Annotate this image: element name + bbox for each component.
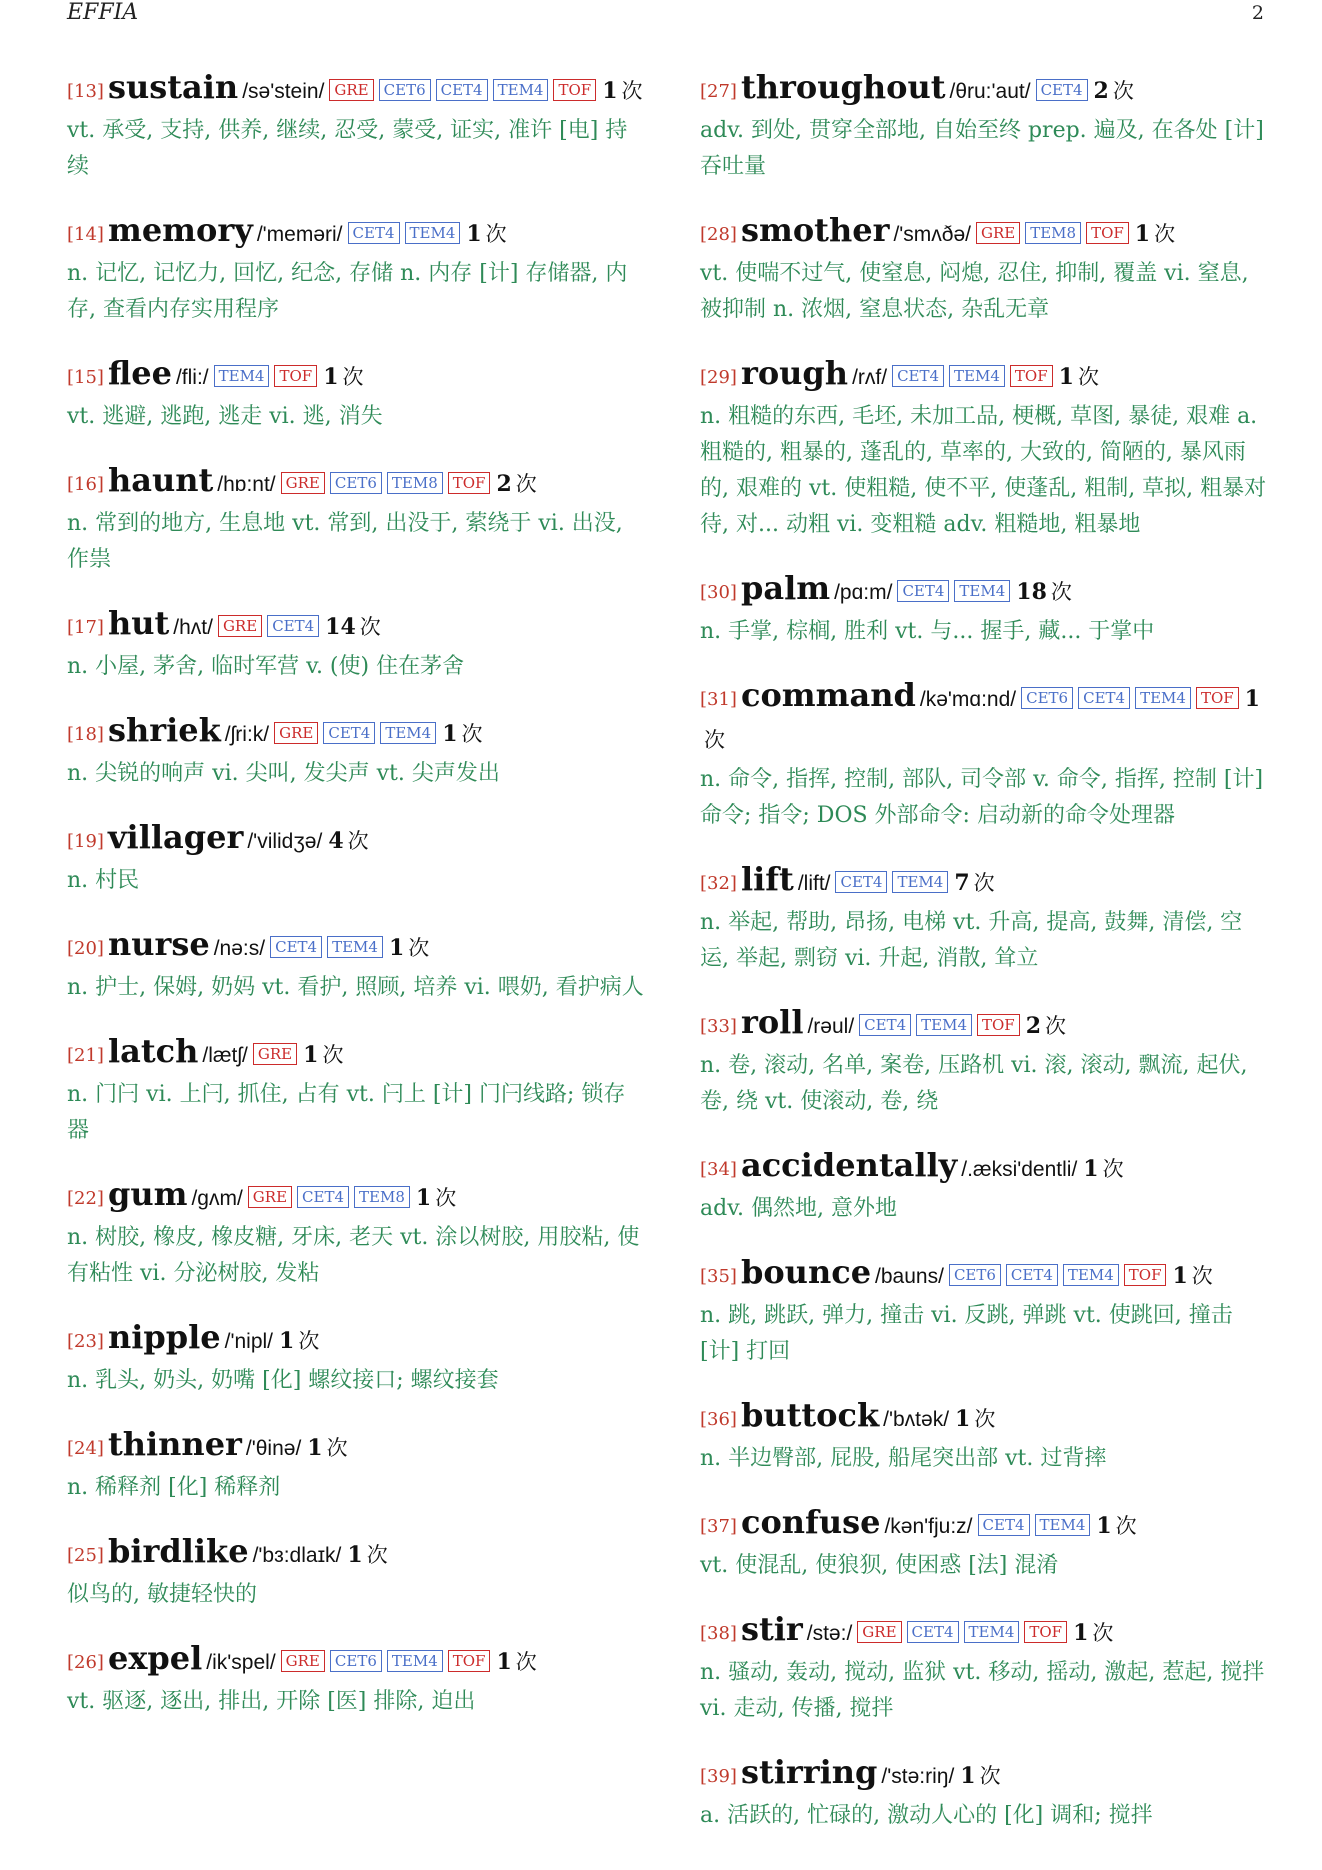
occurrence-unit: 次 — [1191, 1264, 1213, 1288]
exam-tag-badge: CET4 — [267, 615, 319, 637]
occurrence-unit: 次 — [347, 829, 369, 853]
entry-number: [18] — [67, 724, 104, 745]
entry-head — [67, 1425, 645, 1470]
exam-tag-badge: TEM4 — [493, 79, 549, 101]
entry-number: [38] — [700, 1623, 737, 1644]
entry-phonetic: /ik'spel/ — [206, 1651, 276, 1674]
entry-phonetic: /fli:/ — [175, 366, 209, 389]
vocab-entry — [67, 68, 645, 185]
occurrence-count: 1 — [279, 1328, 295, 1354]
occurrence-unit: 次 — [973, 871, 995, 895]
occurrence-unit: 次 — [621, 79, 643, 103]
entry-definition: n. 树胶, 橡皮, 橡皮糖, 牙床, 老天 vt. 涂以树胶, 用胶粘, 使有粘性 vi. 分泌树胶, 发粘 — [67, 1225, 640, 1286]
entry-definition: n. 粗糙的东西, 毛坯, 未加工品, 梗概, 草图, 暴徒, 艰难 a. 粗糙的, 粗暴的, 蓬乱的, 草率的, 大致的, 简陋的, 暴风雨的, 艰难的 vt. 使粗糙, 使不平, 使蓬乱, 粗制, 草拟, 粗暴对待, 对... 动粗 vi. 变粗糙 adv. 粗糙地, 粗暴地 — [700, 404, 1267, 537]
entry-number: [32] — [700, 873, 737, 894]
entry-definition: n. 稀释剂 [化] 稀释剂 — [67, 1475, 281, 1500]
occurrence-count: 1 — [1058, 364, 1074, 390]
entry-head — [700, 1146, 1270, 1191]
entry-phonetic: /.æksi'dentli/ — [961, 1158, 1078, 1181]
exam-tag-badge: TEM4 — [387, 1650, 443, 1672]
vocab-entry — [67, 1425, 645, 1506]
exam-tag-badge: GRE — [281, 1650, 325, 1672]
exam-tag-badge: CET4 — [859, 1014, 911, 1036]
exam-tag-badge: TEM8 — [387, 472, 443, 494]
exam-tag-badge: GRE — [218, 615, 262, 637]
entry-definition: a. 活跃的, 忙碌的, 激动人心的 [化] 调和; 搅拌 — [700, 1803, 1153, 1828]
vocab-entry — [700, 1610, 1270, 1727]
entry-number: [26] — [67, 1652, 104, 1673]
entry-definition: n. 村民 — [67, 868, 140, 893]
exam-tag-badge: CET4 — [978, 1514, 1030, 1536]
vocab-entry — [700, 1503, 1270, 1584]
entry-head — [67, 1032, 645, 1077]
entry-number: [35] — [700, 1266, 737, 1287]
entry-phonetic: /lætʃ/ — [202, 1044, 248, 1067]
vocab-entry — [67, 461, 645, 578]
occurrence-count: 4 — [328, 828, 344, 854]
entry-head — [67, 461, 645, 506]
exam-tag-badge: TOF — [553, 79, 596, 101]
entry-head — [67, 1639, 645, 1684]
entry-word: stir — [740, 1610, 803, 1648]
entry-word: nipple — [107, 1318, 221, 1356]
occurrence-unit: 次 — [485, 222, 507, 246]
entry-phonetic: /θru:'aut/ — [949, 80, 1031, 103]
entry-number: [31] — [700, 689, 737, 710]
occurrence-count: 1 — [347, 1542, 363, 1568]
exam-tag-badge: GRE — [281, 472, 325, 494]
entry-phonetic: /lift/ — [797, 872, 831, 895]
entry-head — [67, 354, 645, 399]
exam-tag-badge: CET4 — [1036, 79, 1088, 101]
occurrence-count: 7 — [954, 870, 970, 896]
exam-tag-badge: TOF — [448, 1650, 491, 1672]
entry-number: [16] — [67, 474, 104, 495]
occurrence-unit: 次 — [461, 722, 483, 746]
entry-definition: n. 乳头, 奶头, 奶嘴 [化] 螺纹接口; 螺纹接套 — [67, 1368, 499, 1393]
occurrence-unit: 次 — [515, 472, 537, 496]
entry-number: [14] — [67, 224, 104, 245]
exam-tag-badge: GRE — [329, 79, 373, 101]
exam-tag-badge: CET6 — [1021, 687, 1073, 709]
entry-definition: n. 常到的地方, 生息地 vt. 常到, 出没于, 萦绕于 vi. 出没, 作祟 — [67, 511, 623, 572]
entry-number: [21] — [67, 1045, 104, 1066]
occurrence-count: 1 — [307, 1435, 323, 1461]
exam-tag-badge: CET4 — [835, 871, 887, 893]
entry-number: [33] — [700, 1016, 737, 1037]
exam-tag-badge: TOF — [1124, 1264, 1167, 1286]
vocab-entry — [700, 1396, 1270, 1477]
occurrence-count: 1 — [1083, 1156, 1099, 1182]
entry-word: throughout — [740, 68, 946, 106]
occurrence-unit: 次 — [1112, 79, 1134, 103]
vocab-entry — [67, 1175, 645, 1292]
vocab-entry — [700, 68, 1270, 185]
exam-tag-badge: TEM4 — [1063, 1264, 1119, 1286]
exam-tag-badge: TOF — [1010, 365, 1053, 387]
entry-phonetic: /rəul/ — [807, 1015, 855, 1038]
occurrence-count: 2 — [496, 471, 512, 497]
occurrence-count: 1 — [1096, 1513, 1112, 1539]
entry-number: [17] — [67, 617, 104, 638]
vocab-entry — [67, 211, 645, 328]
vocab-entry — [700, 211, 1270, 328]
exam-tag-badge: TEM4 — [949, 365, 1005, 387]
exam-tag-badge: TEM8 — [1025, 222, 1081, 244]
exam-tag-badge: TEM4 — [964, 1621, 1020, 1643]
entry-phonetic: /'nipl/ — [224, 1330, 274, 1353]
entry-phonetic: /stə:/ — [806, 1622, 853, 1645]
occurrence-count: 1 — [415, 1185, 432, 1211]
exam-tag-badge: CET4 — [897, 580, 949, 602]
vocab-entry — [67, 1532, 645, 1613]
exam-tag-badge: CET4 — [1006, 1264, 1058, 1286]
entry-word: bounce — [740, 1253, 872, 1291]
entry-word: memory — [107, 211, 253, 249]
exam-tag-badge: TOF — [1196, 687, 1239, 709]
entry-number: [19] — [67, 831, 104, 852]
occurrence-count: 1 — [960, 1763, 976, 1789]
vocab-entry — [67, 711, 645, 792]
occurrence-unit: 次 — [322, 1043, 344, 1067]
vocab-entry — [700, 1003, 1270, 1120]
vocab-entry — [700, 354, 1270, 543]
entry-number: [37] — [700, 1516, 737, 1537]
entry-phonetic: /'θinə/ — [245, 1437, 302, 1460]
entry-number: [20] — [67, 938, 104, 959]
entry-word: stirring — [740, 1753, 878, 1791]
entry-definition: n. 记忆, 记忆力, 回忆, 纪念, 存储 n. 内存 [计] 存储器, 内存, 查看内存实用程序 — [67, 261, 628, 322]
vocab-entry — [700, 1753, 1270, 1834]
exam-tag-badge: CET4 — [907, 1621, 959, 1643]
occurrence-unit: 次 — [326, 1436, 348, 1460]
entry-word: rough — [740, 354, 849, 392]
vocab-entry — [67, 1318, 645, 1399]
entry-word: thinner — [107, 1425, 242, 1463]
entry-head — [67, 1175, 645, 1220]
exam-tag-badge: TOF — [1024, 1621, 1067, 1643]
entry-head — [67, 818, 645, 863]
entry-word: roll — [740, 1003, 804, 1041]
exam-tag-badge: CET4 — [892, 365, 944, 387]
right-column — [700, 68, 1270, 1834]
exam-tag-badge: CET4 — [323, 722, 375, 744]
vocab-entry — [67, 818, 645, 899]
occurrence-unit: 次 — [359, 615, 381, 639]
entry-number: [36] — [700, 1409, 737, 1430]
entry-phonetic: /'bɜ:dlaɪk/ — [252, 1544, 342, 1567]
occurrence-count: 1 — [496, 1649, 512, 1675]
entry-number: [34] — [700, 1159, 737, 1180]
entry-phonetic: /nə:s/ — [213, 937, 266, 960]
exam-tag-badge: TEM4 — [892, 871, 948, 893]
exam-tag-badge: CET6 — [949, 1264, 1001, 1286]
occurrence-unit: 次 — [408, 936, 430, 960]
entry-phonetic: /bauns/ — [875, 1265, 944, 1288]
entry-head — [700, 68, 1270, 113]
entry-definition: n. 门闩 vi. 上闩, 抓住, 占有 vt. 闩上 [计] 门闩线路; 锁存器 — [67, 1082, 626, 1143]
entry-definition: 似鸟的, 敏捷轻快的 — [67, 1582, 257, 1607]
occurrence-count: 1 — [1172, 1263, 1188, 1289]
entry-definition: n. 尖锐的响声 vi. 尖叫, 发尖声 vt. 尖声发出 — [67, 761, 500, 786]
vocab-entry — [700, 860, 1270, 977]
exam-tag-badge: TEM4 — [954, 580, 1010, 602]
exam-tag-badge: CET4 — [1078, 687, 1130, 709]
occurrence-count: 1 — [1244, 686, 1260, 712]
entry-number: [27] — [700, 81, 737, 102]
entry-head — [67, 925, 645, 970]
exam-tag-badge: CET6 — [379, 79, 431, 101]
entry-word: villager — [107, 818, 244, 856]
vocab-entry — [700, 1146, 1270, 1227]
entry-definition: vt. 承受, 支持, 供养, 继续, 忍受, 蒙受, 证实, 准许 [电] 持续 — [67, 118, 628, 179]
vocab-entry — [700, 676, 1270, 834]
entry-word: gum — [107, 1175, 188, 1213]
occurrence-count: 1 — [388, 935, 405, 961]
entry-definition: n. 骚动, 轰动, 搅动, 监狱 vt. 移动, 摇动, 激起, 惹起, 搅拌 vi. 走动, 传播, 搅拌 — [700, 1660, 1265, 1721]
occurrence-unit: 次 — [435, 1186, 457, 1210]
exam-tag-badge: TEM4 — [1135, 687, 1191, 709]
vocab-entry — [67, 604, 645, 685]
occurrence-count: 1 — [303, 1042, 319, 1068]
entry-word: flee — [107, 354, 172, 392]
entry-word: command — [740, 676, 916, 714]
vocab-entry — [67, 925, 645, 1006]
entry-definition: vt. 驱逐, 逐出, 排出, 开除 [医] 排除, 迫出 — [67, 1689, 476, 1714]
exam-tag-badge: GRE — [253, 1043, 297, 1065]
exam-tag-badge: CET4 — [297, 1186, 349, 1208]
entry-head — [700, 1003, 1270, 1048]
entry-phonetic: /gʌm/ — [191, 1187, 243, 1210]
occurrence-unit: 次 — [1050, 580, 1072, 604]
entry-number: [39] — [700, 1766, 737, 1787]
entry-phonetic: /kə'mɑ:nd/ — [919, 688, 1017, 711]
occurrence-count: 1 — [442, 721, 458, 747]
entry-head — [700, 676, 1270, 762]
entry-word: confuse — [740, 1503, 881, 1541]
exam-tag-badge: CET6 — [330, 1650, 382, 1672]
entry-head — [700, 1253, 1270, 1298]
entry-phonetic: /kən'fju:z/ — [884, 1515, 973, 1538]
exam-tag-badge: CET4 — [270, 936, 322, 958]
entry-number: [28] — [700, 224, 737, 245]
occurrence-unit: 次 — [1092, 1621, 1114, 1645]
entry-head — [67, 1318, 645, 1363]
entry-word: hut — [107, 604, 170, 642]
occurrence-unit: 次 — [1045, 1014, 1067, 1038]
entry-word: sustain — [107, 68, 239, 106]
exam-tag-badge: GRE — [976, 222, 1020, 244]
exam-tag-badge: TEM4 — [327, 936, 383, 958]
exam-tag-badge: TEM4 — [214, 365, 270, 387]
exam-tag-badge: GRE — [248, 1186, 292, 1208]
entry-word: nurse — [107, 925, 210, 963]
entry-number: [23] — [67, 1331, 104, 1352]
entry-head — [700, 1503, 1270, 1548]
entry-word: smother — [740, 211, 890, 249]
entry-definition: n. 半边臀部, 屁股, 船尾突出部 vt. 过背摔 — [700, 1446, 1107, 1471]
entry-word: buttock — [740, 1396, 880, 1434]
entry-head — [700, 569, 1270, 614]
vocab-entry — [67, 1032, 645, 1149]
exam-tag-badge: CET6 — [330, 472, 382, 494]
occurrence-count: 1 — [466, 221, 482, 247]
entry-phonetic: /hɒ:nt/ — [217, 473, 276, 496]
occurrence-unit: 次 — [704, 728, 725, 752]
entry-definition: n. 护士, 保姆, 奶妈 vt. 看护, 照顾, 培养 vi. 喂奶, 看护病人 — [67, 975, 644, 1000]
entry-word: expel — [107, 1639, 203, 1677]
entry-number: [25] — [67, 1545, 104, 1566]
entry-definition: vt. 逃避, 逃跑, 逃走 vi. 逃, 消失 — [67, 404, 383, 429]
exam-tag-badge: GRE — [274, 722, 318, 744]
entry-word: palm — [740, 569, 831, 607]
entry-number: [24] — [67, 1438, 104, 1459]
entry-head — [700, 1396, 1270, 1441]
occurrence-count: 1 — [1134, 221, 1151, 247]
entry-definition: n. 跳, 跳跃, 弹力, 撞击 vi. 反跳, 弹跳 vt. 使跳回, 撞击 [计] 打回 — [700, 1303, 1233, 1364]
entry-definition: adv. 偶然地, 意外地 — [700, 1196, 897, 1221]
exam-tag-badge: GRE — [857, 1621, 901, 1643]
entry-number: [13] — [67, 81, 104, 102]
entry-phonetic: /ʃri:k/ — [224, 723, 270, 746]
occurrence-count: 1 — [602, 78, 618, 104]
occurrence-count: 1 — [955, 1406, 971, 1432]
entry-definition: n. 命令, 指挥, 控制, 部队, 司令部 v. 命令, 指挥, 控制 [计] 命令; 指令; DOS 外部命令: 启动新的命令处理器 — [700, 767, 1264, 828]
entry-head — [700, 860, 1270, 905]
entry-phonetic: /sə'stein/ — [242, 80, 325, 103]
entry-definition: n. 手掌, 棕榈, 胜利 vt. 与... 握手, 藏... 于掌中 — [700, 619, 1155, 644]
entry-phonetic: /'vilidʒə/ — [247, 830, 323, 853]
entry-phonetic: /'bʌtək/ — [883, 1408, 950, 1431]
occurrence-unit: 次 — [1102, 1157, 1124, 1181]
exam-tag-badge: TEM4 — [916, 1014, 972, 1036]
occurrence-unit: 次 — [298, 1329, 320, 1353]
entry-head — [67, 604, 645, 649]
entry-word: birdlike — [107, 1532, 249, 1570]
exam-tag-badge: TEM4 — [405, 222, 461, 244]
exam-tag-badge: TEM4 — [380, 722, 436, 744]
entry-definition: vt. 使喘不过气, 使窒息, 闷熄, 忍住, 抑制, 覆盖 vi. 窒息, 被抑制 n. 浓烟, 窒息状态, 杂乱无章 — [700, 261, 1249, 322]
occurrence-unit: 次 — [1115, 1514, 1137, 1538]
entry-word: accidentally — [740, 1146, 958, 1184]
exam-tag-badge: TOF — [448, 472, 491, 494]
entry-number: [29] — [700, 367, 737, 388]
occurrence-unit: 次 — [515, 1650, 537, 1674]
entry-phonetic: /rʌf/ — [852, 366, 888, 389]
page-number: 2 — [1251, 2, 1264, 24]
vocab-entry — [700, 1253, 1270, 1370]
occurrence-count: 18 — [1016, 579, 1047, 605]
exam-tag-badge: CET4 — [348, 222, 400, 244]
occurrence-unit: 次 — [1154, 222, 1176, 246]
entry-phonetic: /'meməri/ — [256, 223, 343, 246]
entry-phonetic: /pɑ:m/ — [834, 581, 893, 604]
occurrence-count: 1 — [323, 364, 339, 390]
entry-number: [15] — [67, 367, 104, 388]
entry-phonetic: /hʌt/ — [173, 616, 213, 639]
entry-head — [700, 1610, 1270, 1655]
entry-word: haunt — [107, 461, 214, 499]
entry-number: [22] — [67, 1188, 104, 1209]
entry-definition: vt. 使混乱, 使狼狈, 使困惑 [法] 混淆 — [700, 1553, 1059, 1578]
entry-head — [67, 1532, 645, 1577]
exam-tag-badge: TEM4 — [1035, 1514, 1091, 1536]
occurrence-count: 2 — [1093, 78, 1109, 104]
exam-tag-badge: TEM8 — [354, 1186, 410, 1208]
entry-phonetic: /'smʌðə/ — [893, 223, 971, 246]
entry-word: lift — [740, 860, 794, 898]
entry-head — [67, 711, 645, 756]
entry-phonetic: /'stə:riŋ/ — [881, 1765, 955, 1788]
occurrence-unit: 次 — [974, 1407, 996, 1431]
exam-tag-badge: TOF — [1086, 222, 1129, 244]
exam-tag-badge: CET4 — [436, 79, 488, 101]
exam-tag-badge: TOF — [274, 365, 317, 387]
header-title: EFFIA — [67, 0, 139, 25]
entry-head — [700, 354, 1270, 399]
entry-head — [700, 1753, 1270, 1798]
entry-head — [67, 68, 645, 113]
occurrence-count: 2 — [1025, 1013, 1042, 1039]
occurrence-unit: 次 — [1077, 365, 1099, 389]
entry-definition: n. 卷, 滚动, 名单, 案卷, 压路机 vi. 滚, 滚动, 飘流, 起伏, 卷, 绕 vt. 使滚动, 卷, 绕 — [700, 1053, 1248, 1114]
occurrence-count: 1 — [1073, 1620, 1089, 1646]
occurrence-unit: 次 — [342, 365, 364, 389]
occurrence-count: 14 — [325, 614, 356, 640]
entry-number: [30] — [700, 582, 737, 603]
entry-head — [67, 211, 645, 256]
entry-definition: adv. 到处, 贯穿全部地, 自始至终 prep. 遍及, 在各处 [计] 吞吐量 — [700, 118, 1264, 179]
left-column — [67, 68, 645, 1720]
entry-word: latch — [107, 1032, 199, 1070]
exam-tag-badge: TOF — [977, 1014, 1020, 1036]
vocab-entry — [67, 354, 645, 435]
entry-word: shriek — [107, 711, 221, 749]
entry-definition: n. 举起, 帮助, 昂扬, 电梯 vt. 升高, 提高, 鼓舞, 清偿, 空运, 举起, 剽窃 vi. 升起, 消散, 耸立 — [700, 910, 1243, 971]
vocab-entry — [67, 1639, 645, 1720]
occurrence-unit: 次 — [366, 1543, 388, 1567]
occurrence-unit: 次 — [979, 1764, 1001, 1788]
entry-definition: n. 小屋, 茅舍, 临时军营 v. (使) 住在茅舍 — [67, 654, 465, 679]
vocab-entry — [700, 569, 1270, 650]
entry-head — [700, 211, 1270, 256]
